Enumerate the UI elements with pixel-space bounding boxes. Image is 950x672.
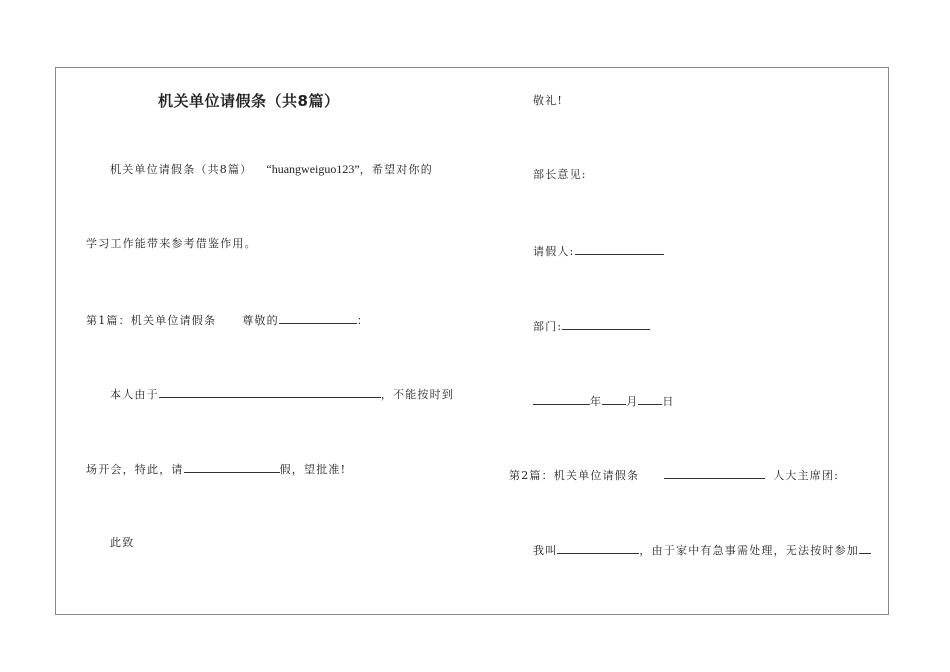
article-2-body-name-label: 我叫 — [533, 544, 558, 557]
article-1-heading-line — [86, 312, 369, 328]
body-line-1 — [110, 386, 454, 402]
applicant-line — [533, 243, 664, 259]
article-1-heading: 第1篇：机关单位请假条 — [86, 314, 217, 327]
year-blank[interactable] — [533, 393, 590, 405]
day-label: 日 — [662, 395, 675, 408]
article-2-body-text: ，由于家中有急事需处理，无法按时参加 — [639, 544, 860, 557]
document-title: 机关单位请假条（共8篇） — [158, 92, 340, 110]
body-text-approve: 假，望批准! — [279, 463, 347, 476]
body-text-request: 场开会，特此，请 — [86, 463, 184, 476]
body-text-continue: ，不能按时到 — [380, 388, 455, 401]
month-blank[interactable] — [602, 393, 626, 405]
article-2-heading-line — [509, 467, 839, 483]
document-page — [55, 67, 889, 615]
leave-type-blank[interactable] — [184, 461, 280, 473]
article-2-blank[interactable] — [664, 467, 765, 479]
applicant-blank[interactable] — [575, 243, 664, 255]
day-blank[interactable] — [638, 393, 662, 405]
article-2-heading: 第2篇：机关单位请假条 — [509, 469, 640, 482]
intro-text: 机关单位请假条（共8篇） — [110, 163, 253, 176]
trailing-blank[interactable] — [859, 542, 871, 554]
month-label: 月 — [626, 395, 639, 408]
greeting-colon: ： — [356, 314, 370, 327]
article-2-body-line — [533, 542, 871, 558]
intro-line-1 — [110, 162, 433, 177]
salute-text: 敬礼! — [533, 94, 564, 107]
year-label: 年 — [590, 395, 603, 408]
department-label: 部门: — [533, 320, 563, 333]
intro-line-2: 学习工作能带来参考借鉴作用。 — [86, 237, 257, 250]
dept-head-opinion-label: 部长意见: — [533, 168, 587, 181]
department-blank[interactable] — [562, 318, 650, 330]
body-line-2 — [86, 461, 346, 477]
applicant-label: 请假人: — [533, 245, 575, 258]
reason-blank[interactable] — [159, 386, 381, 398]
department-line — [533, 318, 650, 334]
date-line — [533, 393, 675, 409]
intro-text-end: ，希望对你的 — [359, 163, 433, 176]
greeting: 尊敬的 — [242, 314, 279, 327]
name-blank[interactable] — [557, 542, 639, 554]
author-quote: “huangweiguo123” — [266, 162, 360, 176]
closing-text: 此致 — [110, 536, 135, 549]
recipient-blank[interactable] — [279, 312, 357, 324]
article-2-recipient: 人大主席团: — [773, 469, 840, 482]
body-text-reason-label: 本人由于 — [110, 388, 159, 401]
